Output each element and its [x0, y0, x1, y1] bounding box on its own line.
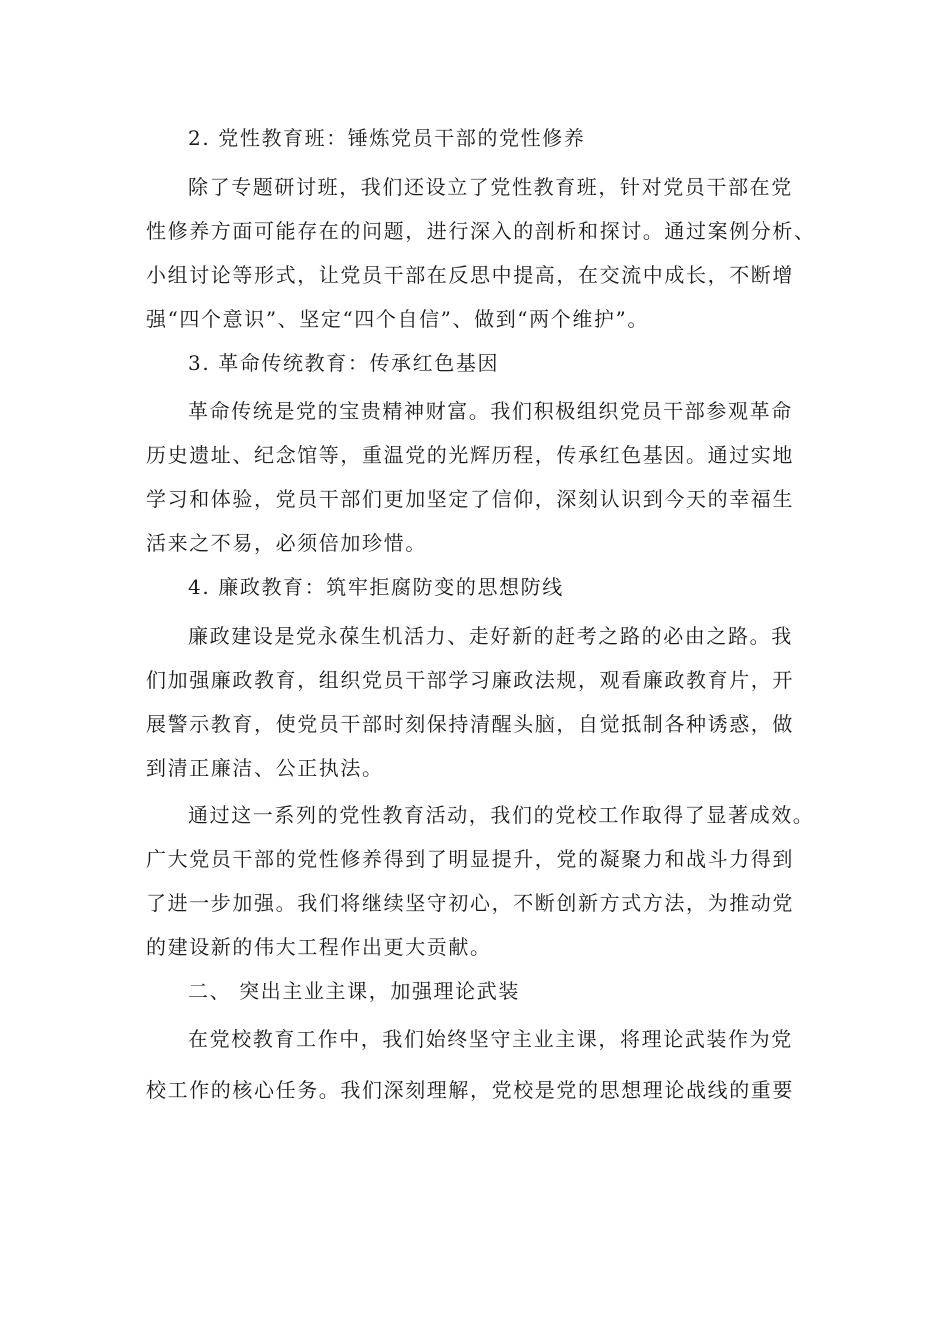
paragraph-line: 廉政建设是党永葆生机活力、走好新的赶考之路的必由之路。我 — [188, 624, 793, 648]
heading-integrity-education: 4. 廉政教育：筑牢拒腐防变的思想防线 — [188, 575, 564, 599]
paragraph-line: 通过这一系列的党性教育活动，我们的党校工作取得了显著成效。 — [188, 803, 815, 827]
paragraph-line: 学习和体验，党员干部们更加坚定了信仰，深刻认识到今天的幸福生 — [146, 487, 794, 511]
paragraph-line: 性修养方面可能存在的问题，进行深入的剖析和探讨。通过案例分析、 — [146, 219, 816, 243]
paragraph-line: 到清正廉洁、公正执法。 — [146, 756, 384, 780]
paragraph-line: 校工作的核心任务。我们深刻理解，党校是党的思想理论战线的重要 — [146, 1078, 794, 1102]
paragraph-line: 革命传统是党的宝贵精神财富。我们积极组织党员干部参观革命 — [188, 399, 793, 423]
paragraph-line: 的建设新的伟大工程作出更大贡献。 — [146, 935, 492, 959]
heading-party-spirit-class: 2. 党性教育班：锤炼党员干部的党性修养 — [188, 126, 586, 150]
paragraph-line: 们加强廉政教育，组织党员干部学习廉政法规，观看廉政教育片，开 — [146, 668, 794, 692]
paragraph-line: 历史遗址、纪念馆等，重温党的光辉历程，传承红色基因。通过实地 — [146, 443, 794, 467]
paragraph-line: 活来之不易，必须倍加珍惜。 — [146, 531, 427, 555]
paragraph-line: 小组讨论等形式，让党员干部在反思中提高，在交流中成长，不断增 — [146, 263, 794, 287]
paragraph-line: 在党校教育工作中，我们始终坚守主业主课，将理论武装作为党 — [188, 1027, 793, 1051]
paragraph-line: 强“四个意识”、坚定“四个自信”、做到“两个维护”。 — [146, 307, 649, 331]
heading-theory-armament: 二、 突出主业主课，加强理论武装 — [188, 979, 520, 1003]
paragraph-line: 广大党员干部的党性修养得到了明显提升，党的凝聚力和战斗力得到 — [146, 847, 794, 871]
paragraph-line: 了进一步加强。我们将继续坚守初心，不断创新方式方法，为推动党 — [146, 891, 794, 915]
heading-revolutionary-tradition: 3. 革命传统教育：传承红色基因 — [188, 351, 500, 375]
paragraph-line: 展警示教育，使党员干部时刻保持清醒头脑，自觉抵制各种诱惑，做 — [146, 712, 794, 736]
paragraph-line: 除了专题研讨班，我们还设立了党性教育班，针对党员干部在党 — [188, 175, 793, 199]
